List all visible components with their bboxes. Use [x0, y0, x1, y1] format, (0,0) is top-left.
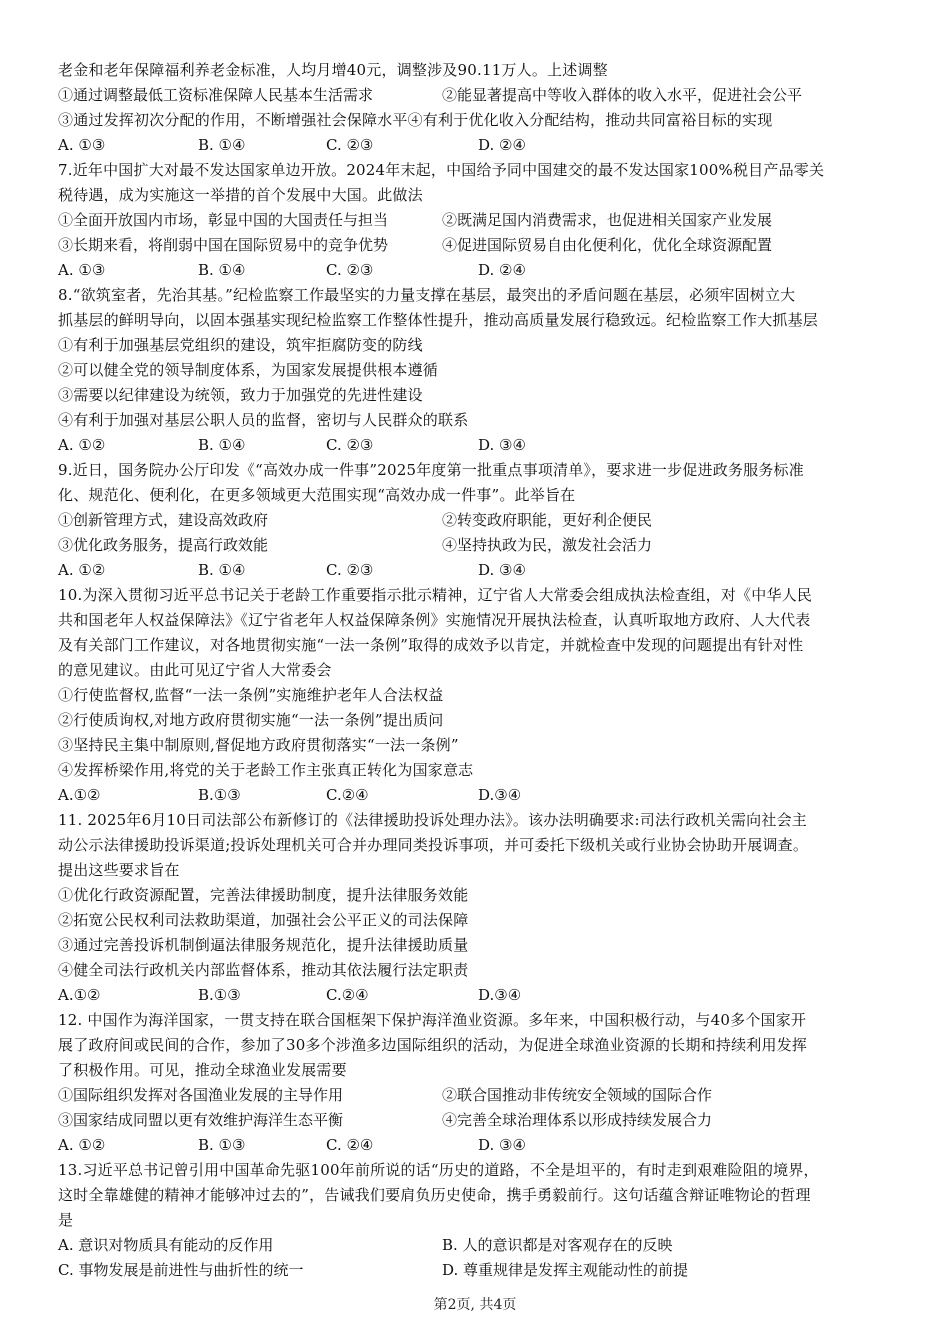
- q10-option-4: ④发挥桥梁作用,将党的关于老龄工作主张真正转化为国家意志: [58, 761, 474, 779]
- q11-stem-line-1: 11. 2025年6月10日司法部公布新修订的《法律援助投诉处理办法》。该办法明确要求:司法行政机关需向社会主: [58, 811, 807, 829]
- q7-answer-b: B. ①④: [198, 261, 246, 279]
- q12-answers: [58, 1133, 898, 1158]
- q9-option-3: ③优化政务服务，提高行政效能: [58, 536, 269, 554]
- q10-option-3: ③坚持民主集中制原则,督促地方政府贯彻落实“一法一条例”: [58, 736, 459, 754]
- q12-option-4: ④完善全球治理体系以形成持续发展合力: [442, 1111, 713, 1129]
- q7-options-row-1: [58, 208, 898, 233]
- q7-options-row-2: [58, 233, 898, 258]
- q9-options-row-2: [58, 533, 898, 558]
- q7-option-2: ②既满足国内消费需求，也促进相关国家产业发展: [442, 211, 773, 229]
- q7-stem-line-2: 税待遇，成为实施这一举措的首个发展中大国。此做法: [58, 186, 423, 204]
- q9-answer-c: C. ②③: [326, 561, 374, 579]
- q10-stem-line-2: 共和国老年人权益保障法》《辽宁省老年人权益保障条例》实施情况开展执法检查，认真听取地方政府、人大代表: [58, 611, 811, 629]
- q8-option-1: ①有利于加强基层党组织的建设，筑牢拒腐防变的防线: [58, 336, 423, 354]
- q10-answer-b: B.①③: [198, 786, 241, 804]
- q10-option-1: ①行使监督权,监督“一法一条例”实施维护老年人合法权益: [58, 686, 444, 704]
- q13-option-b: B. 人的意识都是对客观存在的反映: [442, 1236, 673, 1254]
- q8-answer-a: A. ①②: [58, 436, 106, 454]
- q9-answers: [58, 558, 898, 583]
- q12-option-2: ②联合国推动非传统安全领域的国际合作: [442, 1086, 713, 1104]
- q8-answer-b: B. ①④: [198, 436, 246, 454]
- q6-option-1: ①通过调整最低工资标准保障人民基本生活需求: [58, 86, 374, 104]
- q6-stem-tail: 老金和老年保障福利养老金标准，人均月增40元，调整涉及90.11万人。上述调整: [58, 61, 608, 79]
- q6-answers: [58, 133, 898, 158]
- q12-options-row-2: [58, 1108, 898, 1133]
- q11-stem-line-3: 提出这些要求旨在: [58, 861, 180, 879]
- q13-option-c: C. 事物发展是前进性与曲折性的统一: [58, 1261, 304, 1279]
- q11-stem-line-2: 动公示法律援助投诉渠道;投诉处理机关可合并办理同类投诉事项，并可委托下级机关或行业协会协助开展调查。: [58, 836, 809, 854]
- q7-option-3: ③长期来看，将削弱中国在国际贸易中的竞争优势: [58, 236, 389, 254]
- q9-options-row-1: [58, 508, 898, 533]
- q8-answers: [58, 433, 898, 458]
- q11-answer-a: A.①②: [58, 986, 101, 1004]
- q7-option-1: ①全面开放国内市场，彰显中国的大国责任与担当: [58, 211, 389, 229]
- q6-options-row-1: [58, 83, 898, 108]
- q12-stem-line-2: 展了政府间或民间的合作，参加了30多个涉渔多边国际组织的活动，为促进全球渔业资源的长期和持续利用发挥: [58, 1036, 808, 1054]
- q7-answer-d: D. ②④: [478, 261, 526, 279]
- q12-answer-b: B. ①③: [198, 1136, 246, 1154]
- q8-option-4: ④有利于加强对基层公职人员的监督，密切与人民群众的联系: [58, 411, 469, 429]
- q9-stem-line-2: 化、规范化、便利化，在更多领域更大范围实现“高效办成一件事”。此举旨在: [58, 486, 576, 504]
- page-content: [58, 58, 898, 1283]
- q9-answer-d: D. ③④: [478, 561, 526, 579]
- q12-stem-line-1: 12. 中国作为海洋国家，一贯支持在联合国框架下保护海洋渔业资源。多年来，中国积极行动，与40多个国家开: [58, 1011, 807, 1029]
- q10-answer-a: A.①②: [58, 786, 101, 804]
- q13-options-row-1: [58, 1233, 898, 1258]
- q6-option-2: ②能显著提高中等收入群体的收入水平，促进社会公平: [442, 86, 803, 104]
- q13-stem-line-3: 是: [58, 1211, 74, 1229]
- q12-options-row-1: [58, 1083, 898, 1108]
- q13-options-row-2: [58, 1258, 898, 1283]
- q10-stem-line-1: 10.为深入贯彻习近平总书记关于老龄工作重要指示批示精神，辽宁省人大常委会组成执法检查组，对《中华人民: [58, 586, 813, 604]
- q9-stem-line-1: 9.近日，国务院办公厅印发《“高效办成一件事”2025年度第一批重点事项清单》，要求进一步促进政务服务标准: [58, 461, 804, 479]
- q8-option-3: ③需要以纪律建设为统领，致力于加强党的先进性建设: [58, 386, 423, 404]
- q11-answer-d: D.③④: [478, 986, 522, 1004]
- q8-stem-line-2: 抓基层的鲜明导向，以固本强基实现纪检监察工作整体性提升，推动高质量发展行稳致远。纪检监察工作大抓基层: [58, 311, 819, 329]
- q10-answer-c: C.②④: [326, 786, 369, 804]
- q8-answer-c: C. ②③: [326, 436, 374, 454]
- q10-answers: [58, 783, 898, 808]
- q10-answer-d: D.③④: [478, 786, 522, 804]
- q12-stem-line-3: 了积极作用。可见，推动全球渔业发展需要: [58, 1061, 347, 1079]
- q13-option-d: D. 尊重规律是发挥主观能动性的前提: [442, 1261, 689, 1279]
- q6-option-3-4: ③通过发挥初次分配的作用，不断增强社会保障水平④有利于优化收入分配结构，推动共同富裕目标的实现: [58, 111, 773, 129]
- q8-stem-line-1: 8.“欲筑室者，先治其基。”纪检监察工作最坚实的力量支撑在基层，最突出的矛盾问题在基层，必须牢固树立大: [58, 286, 796, 304]
- q7-answers: [58, 258, 898, 283]
- q7-answer-c: C. ②③: [326, 261, 374, 279]
- q11-option-1: ①优化行政资源配置，完善法律援助制度，提升法律服务效能: [58, 886, 469, 904]
- q9-option-1: ①创新管理方式，建设高效政府: [58, 511, 269, 529]
- page-number-footer: 第2页, 共4页: [433, 1297, 517, 1313]
- q13-stem-line-2: 这时全靠雄健的精神才能够冲过去的”，告诫我们要肩负历史使命，携手勇毅前行。这句话蕴含辩证唯物论的哲理: [58, 1186, 811, 1204]
- q11-answer-b: B.①③: [198, 986, 241, 1004]
- q6-answer-d: D. ②④: [478, 136, 526, 154]
- q7-option-4: ④促进国际贸易自由化便利化，优化全球资源配置: [442, 236, 773, 254]
- q6-answer-c: C. ②③: [326, 136, 374, 154]
- q9-option-4: ④坚持执政为民，激发社会活力: [442, 536, 653, 554]
- q11-option-2: ②拓宽公民权利司法救助渠道，加强社会公平正义的司法保障: [58, 911, 469, 929]
- q8-answer-d: D. ③④: [478, 436, 526, 454]
- q12-option-3: ③国家结成同盟以更有效维护海洋生态平衡: [58, 1111, 344, 1129]
- q12-answer-a: A. ①②: [58, 1136, 106, 1154]
- q11-option-3: ③通过完善投诉机制倒逼法律服务规范化，提升法律援助质量: [58, 936, 469, 954]
- q12-answer-c: C. ②④: [326, 1136, 374, 1154]
- q9-answer-a: A. ①②: [58, 561, 106, 579]
- q9-option-2: ②转变政府职能，更好利企便民: [442, 511, 653, 529]
- q6-answer-a: A. ①③: [58, 136, 106, 154]
- q10-stem-line-3: 及有关部门工作建议，对各地贯彻实施“一法一条例”取得的成效予以肯定，并就检查中发现的问题提出有针对性: [58, 636, 804, 654]
- q12-answer-d: D. ③④: [478, 1136, 526, 1154]
- q11-answer-c: C.②④: [326, 986, 369, 1004]
- q7-stem-line-1: 7.近年中国扩大对最不发达国家单边开放。2024年末起，中国给予同中国建交的最不发达国家100%税目产品零关: [58, 161, 825, 179]
- q6-answer-b: B. ①④: [198, 136, 246, 154]
- q11-answers: [58, 983, 898, 1008]
- q8-option-2: ②可以健全党的领导制度体系，为国家发展提供根本遵循: [58, 361, 439, 379]
- q13-option-a: A. 意识对物质具有能动的反作用: [58, 1236, 274, 1254]
- q13-stem-line-1: 13.习近平总书记曾引用中国革命先驱100年前所说的话“历史的道路，不全是坦平的，有时走到艰难险阻的境界，: [58, 1161, 819, 1179]
- q7-answer-a: A. ①③: [58, 261, 106, 279]
- q12-option-1: ①国际组织发挥对各国渔业发展的主导作用: [58, 1086, 344, 1104]
- q10-stem-line-4: 的意见建议。由此可见辽宁省人大常委会: [58, 661, 332, 679]
- q11-option-4: ④健全司法行政机关内部监督体系，推动其依法履行法定职责: [58, 961, 469, 979]
- q9-answer-b: B. ①④: [198, 561, 246, 579]
- q10-option-2: ②行使质询权,对地方政府贯彻实施“一法一条例”提出质问: [58, 711, 444, 729]
